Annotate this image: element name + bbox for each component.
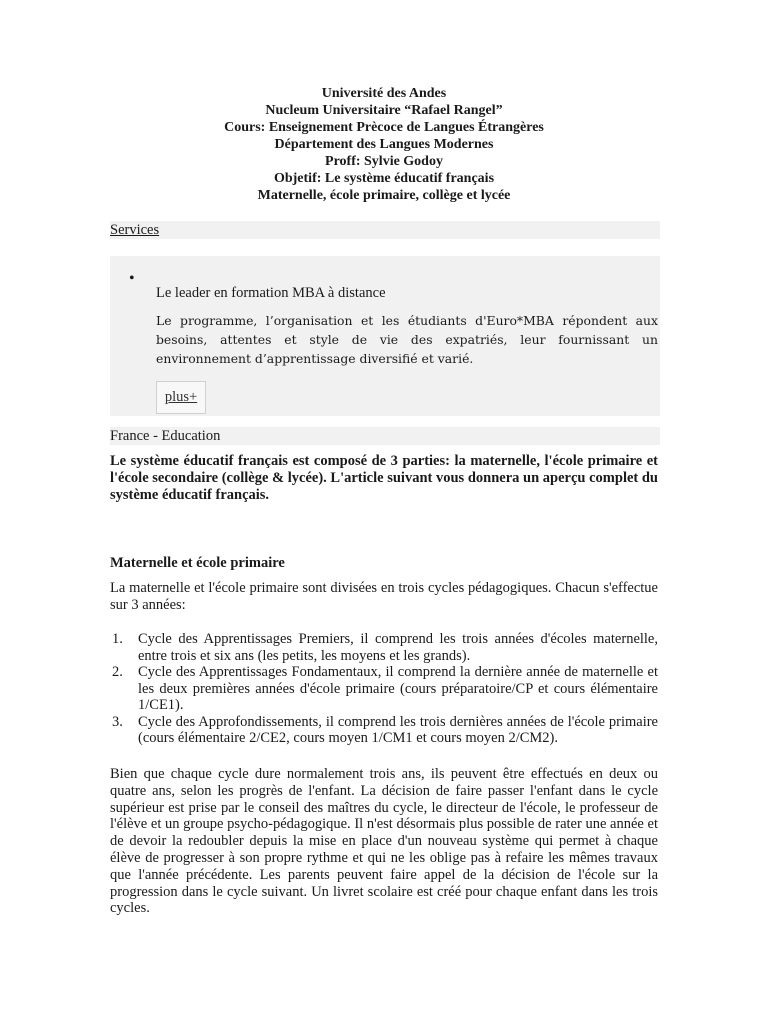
list-item-text: Cycle des Apprentissages Fondamentaux, il comprend la dernière année de maternelle et les deux premières années d'école primaire (cours préparatoire/CP et cours élémentaire 1/CE1). (138, 664, 658, 713)
list-item (110, 664, 658, 714)
bullet-point: • (129, 270, 135, 287)
list-item-number: 2. (112, 664, 123, 680)
list-item (110, 714, 658, 747)
header-nucleum: Nucleum Universitaire “Rafael Rangel” (265, 103, 503, 118)
list-item-text: Cycle des Apprentissages Premiers, il comprend les trois années d'écoles maternelle, entre trois et six ans (les petits, les moyens et les grands). (138, 631, 658, 664)
promo-box (110, 256, 660, 416)
header-subtitle: Maternelle, école primaire, collège et lycée (257, 188, 511, 203)
list-item-number: 3. (112, 713, 123, 730)
intro-paragraph: Le système éducatif français est composé de 3 parties: la maternelle, l'école primaire et l'école secondaire (collège & lycée). L'article suivant vous donnera un aperçu complet du système éducatif français. (110, 453, 658, 503)
header-department: Département des Langues Modernes (274, 137, 494, 152)
country-label: France - Education (110, 427, 660, 445)
header-objective: Objetif: Le système éducatif français (273, 171, 495, 186)
services-link[interactable]: Services (110, 222, 160, 238)
list-item-number: 1. (112, 631, 123, 647)
section-title: Maternelle et école primaire (110, 555, 285, 571)
header-university: Université des Andes (321, 86, 447, 101)
section-paragraph-1: La maternelle et l'école primaire sont divisées en trois cycles pédagogiques. Chacun s'effectue sur 3 années: (110, 580, 658, 613)
list-item (110, 631, 658, 664)
promo-title: Le leader en formation MBA à distance (156, 285, 386, 301)
cycles-list (110, 631, 658, 747)
services-bar (110, 221, 660, 239)
plus-button[interactable]: plus+ (156, 381, 206, 414)
list-item-text: Cycle des Approfondissements, il comprend les trois dernières années de l'école primaire (cours élémentaire 2/CE2, cours moyen 1/CM1 et cours moyen 2/CM2). (138, 713, 658, 746)
header-course: Cours: Enseignement Prècoce de Langues Étrangères (224, 120, 544, 135)
document-header (110, 85, 658, 204)
section-paragraph-2: Bien que chaque cycle dure normalement trois ans, ils peuvent être effectués en deux ou quatre ans, selon les progrès de l'enfant. La décision de faire passer l'enfant dans le cycle supérieur est prise par le conseil des maîtres du cycle, le directeur de l'école, le professeur de l'élève et un groupe psycho-pédagogique. Il n'est désormais plus possible de rater une année et de devoir la redoubler depuis la mise en place d'un nouveau système qui permet à chaque élève de progresser à son propre rythme et qui ne les oblige pas à refaire les mêmes travaux que l'année précédente. Les parents peuvent faire appel de la décision de l'école sur la progression dans le cycle suivant. Un livret scolaire est créé pour chaque enfant dans les trois cycles. (110, 766, 658, 917)
promo-text: Le programme, l’organisation et les étudiants d'Euro*MBA répondent aux besoins, attentes et style de vie des expatriés, leur fournissant un environnement d’apprentissage diversifié et varié. (156, 313, 658, 366)
header-professor: Proff: Sylvie Godoy (325, 154, 443, 169)
